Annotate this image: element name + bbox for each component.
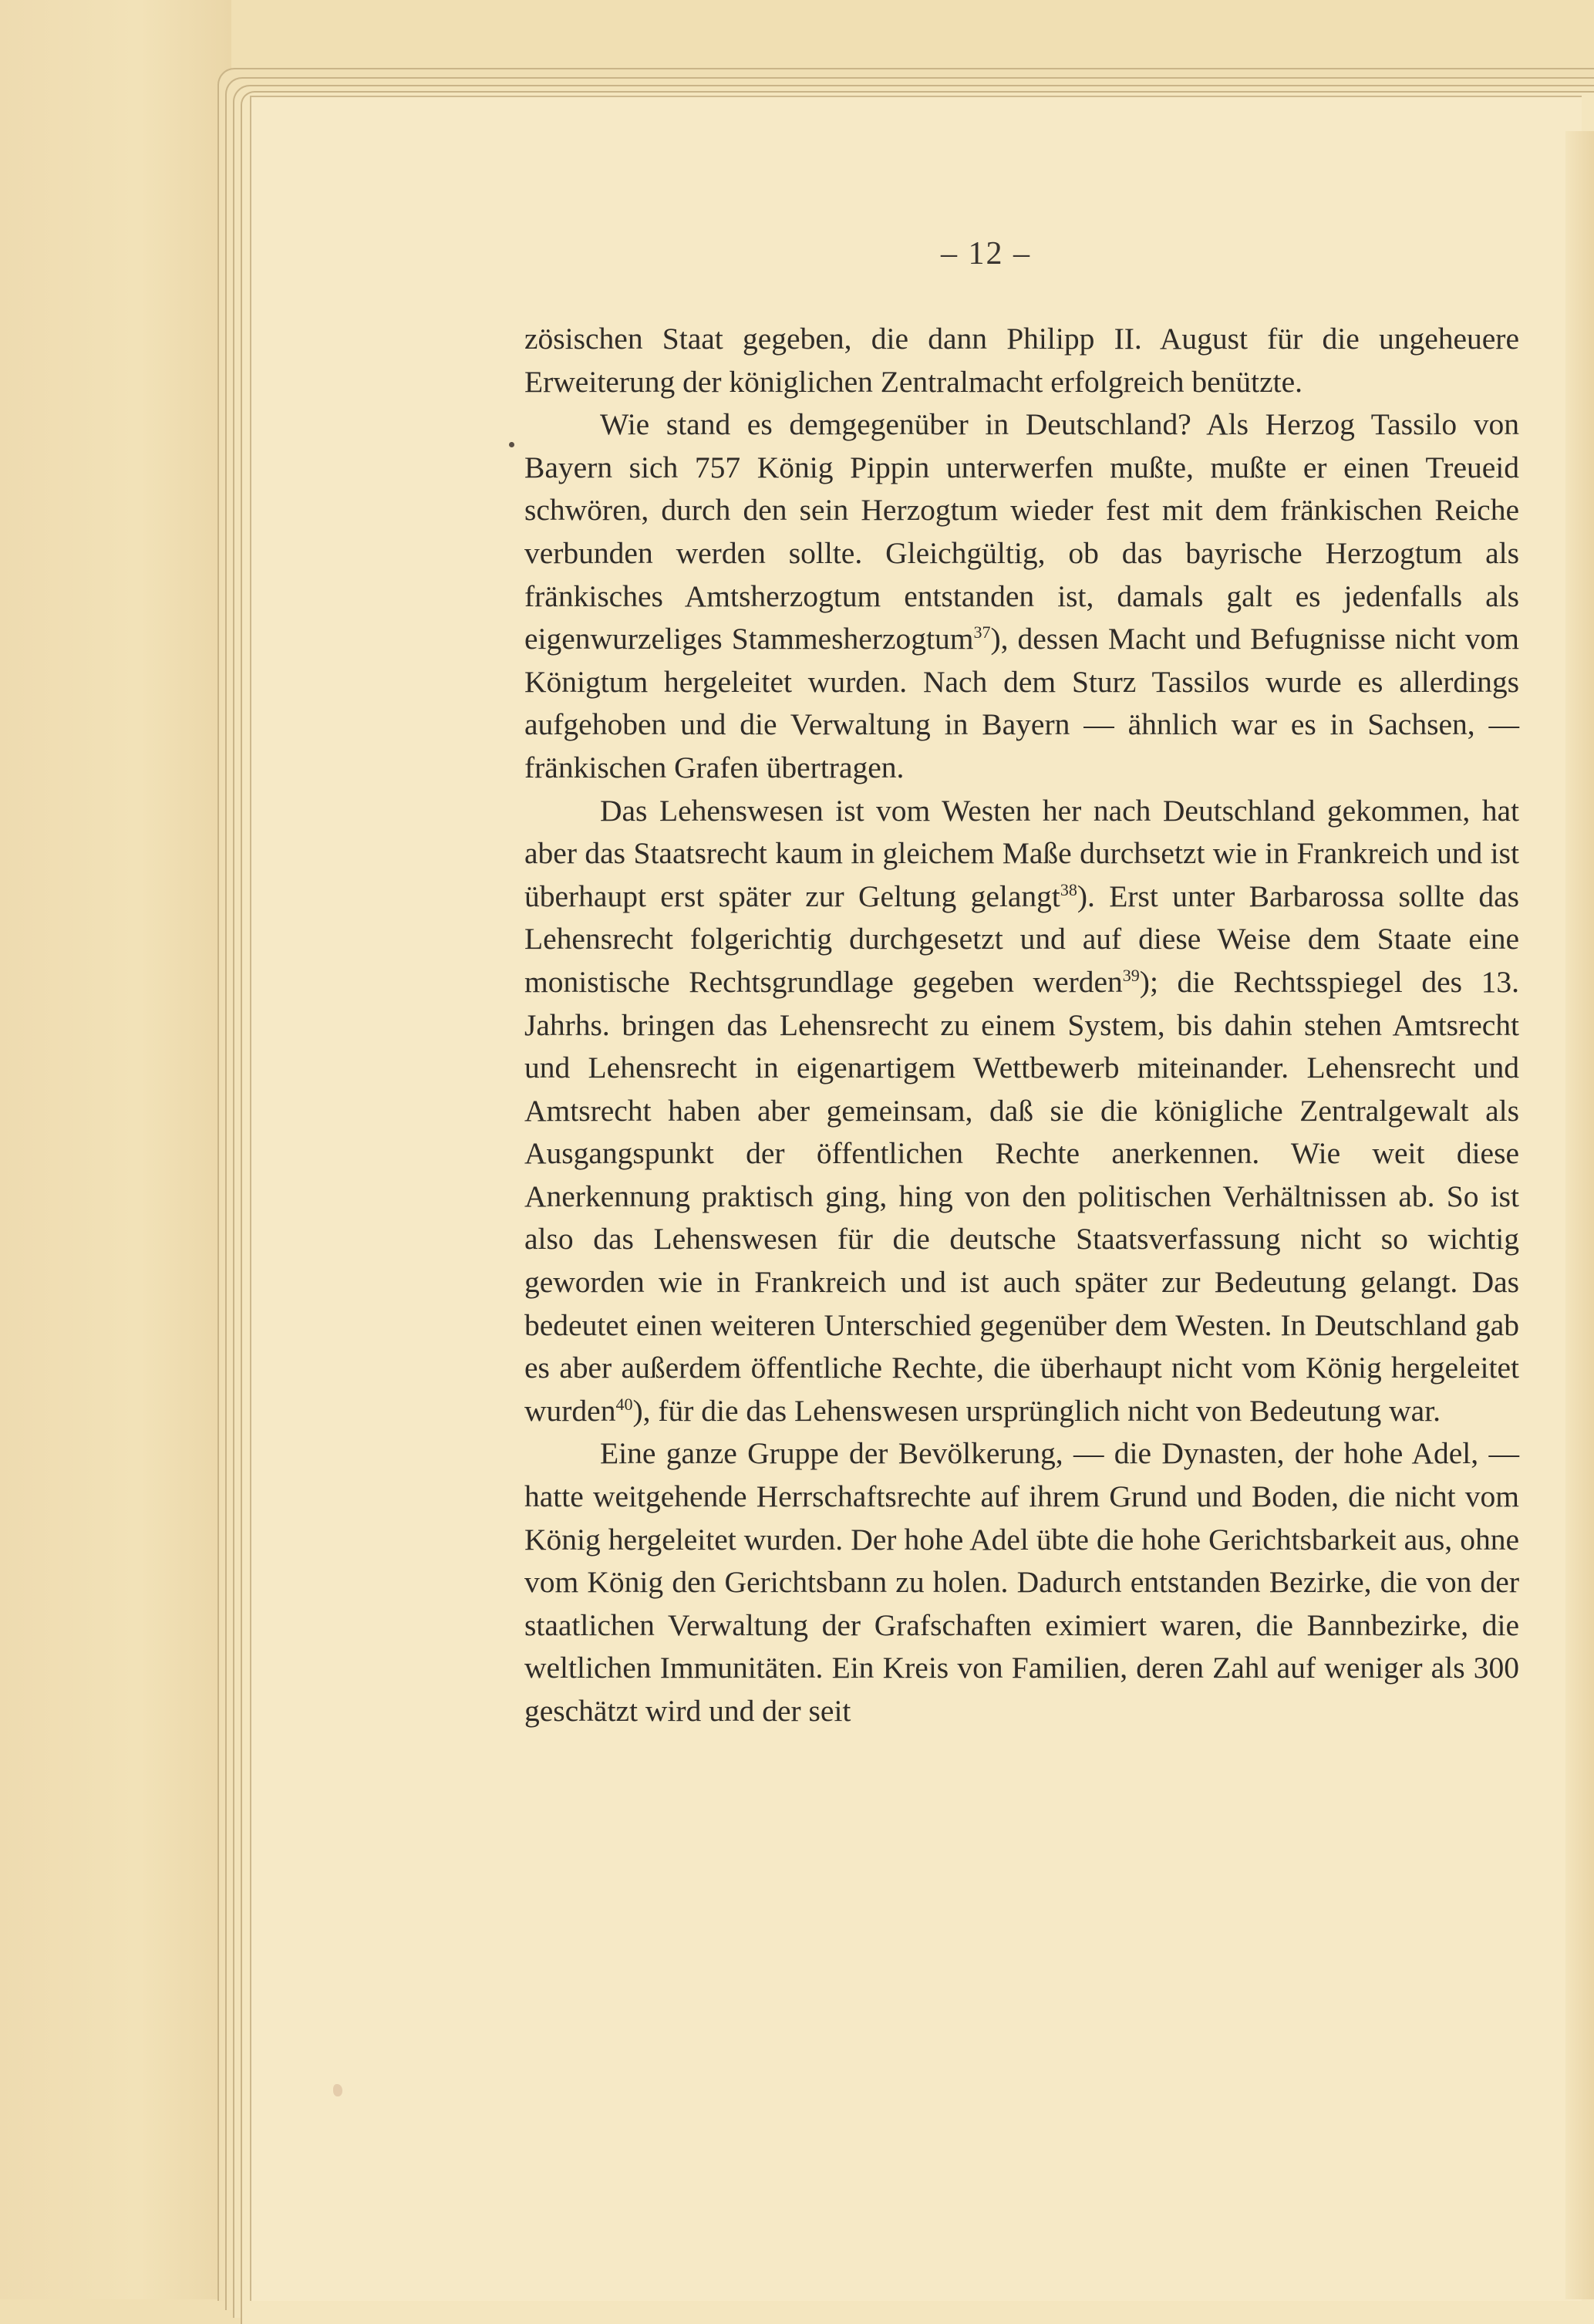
footnote-ref: 38 bbox=[1060, 879, 1077, 899]
footnote-ref: 40 bbox=[615, 1394, 633, 1414]
flyleaf bbox=[0, 0, 231, 2299]
stain-mark bbox=[333, 2084, 342, 2096]
paragraph bbox=[524, 403, 1519, 789]
text-run: Das Lehenswesen ist vom Westen her nach Deutschland gekommen, hat aber das Staatsrecht kaum in gleichem Maße durchsetzt wie in Frankreich und ist überhaupt erst später zur Geltung gelangt bbox=[524, 793, 1519, 913]
text-run: ); die Rechtsspiegel des 13. Jahrhs. bringen das Lehensrecht zu einem System, bis dahin stehen Amtsrecht und Lehensrecht in eigenartigem Wettbewerb miteinander. Lehensrecht und Amtsrecht haben aber gemeinsam, daß sie die königliche Zentralgewalt als Ausgangspunkt der öffentlichen Rechte anerkennen. Wie weit diese Anerkennung praktisch ging, hing von den politischen Verhältnissen ab. So ist also das Lehenswesen für die deutsche Staatsverfassung nicht so wichtig geworden wie in Frankreich und ist auch später zur Bedeutung gelangt. Das bedeutet einen weiteren Unterschied gegenüber dem Westen. In Deutschland gab es aber außerdem öffentliche Rechte, die überhaupt nicht vom König hergeleitet wurden bbox=[524, 964, 1519, 1428]
text-run: zösischen Staat gegeben, die dann Philipp II. August für die ungeheuere Erweiterung der königlichen Zentralmacht erfolgreich benützte. bbox=[524, 322, 1519, 399]
margin-dot bbox=[509, 442, 514, 447]
paragraph bbox=[524, 1432, 1519, 1732]
text-run: ). Erst unter Barbarossa sollte das Lehensrecht folgerichtig durchgesetzt und auf diese Weise dem Staate eine monistische Rechtsgrundlage gegeben werden bbox=[524, 879, 1520, 999]
text-run: ), dessen Macht und Befugnisse nicht vom Königtum hergeleitet wurden. Nach dem Sturz Tassilos wurde es allerdings aufgehoben und die Verwaltung in Bayern — ähnlich war es in Sachsen, — fränkischen Grafen übertragen. bbox=[524, 622, 1519, 784]
text-run: Wie stand es demgegenüber in Deutschland? Als Herzog Tassilo von Bayern sich 757 König Pippin unterwerfen mußte, mußte er einen Treueid schwören, durch den sein Herzogtum wieder fest mit dem fränkischen Reiche verbunden werden sollte. Gleichgültig, ob das bayrische Herzogtum als fränkisches Amtsherzogtum entstanden ist, damals galt es jedenfalls als eigenwurzeliges Stammesherzogtum bbox=[524, 407, 1519, 656]
page-shadow bbox=[1565, 131, 1594, 2299]
text-run: ), für die das Lehenswesen ursprünglich nicht von Bedeutung war. bbox=[632, 1393, 1441, 1428]
body-text bbox=[524, 318, 1519, 1733]
page-number: – 12 – bbox=[941, 236, 1031, 272]
text-run: Eine ganze Gruppe der Bevölkerung, — die Dynasten, der hohe Adel, — hatte weitgehende Herrschaftsrechte auf ihrem Grund und Boden, die nicht vom König hergeleitet wurden. Der hohe Adel übte die hohe Gerichtsbarkeit aus, ohne vom König den Gerichtsbann zu holen. Dadurch entstanden Bezirke, die von der staatlichen Verwaltung der Grafschaften eximiert waren, die Bannbezirke, die weltlichen Immunitäten. Ein Kreis von Familien, deren Zahl auf weniger als 300 geschätzt wird und der seit bbox=[524, 1436, 1519, 1728]
footnote-ref: 37 bbox=[973, 622, 991, 642]
paragraph bbox=[524, 318, 1519, 403]
paragraph bbox=[524, 790, 1519, 1433]
footnote-ref: 39 bbox=[1122, 965, 1140, 985]
